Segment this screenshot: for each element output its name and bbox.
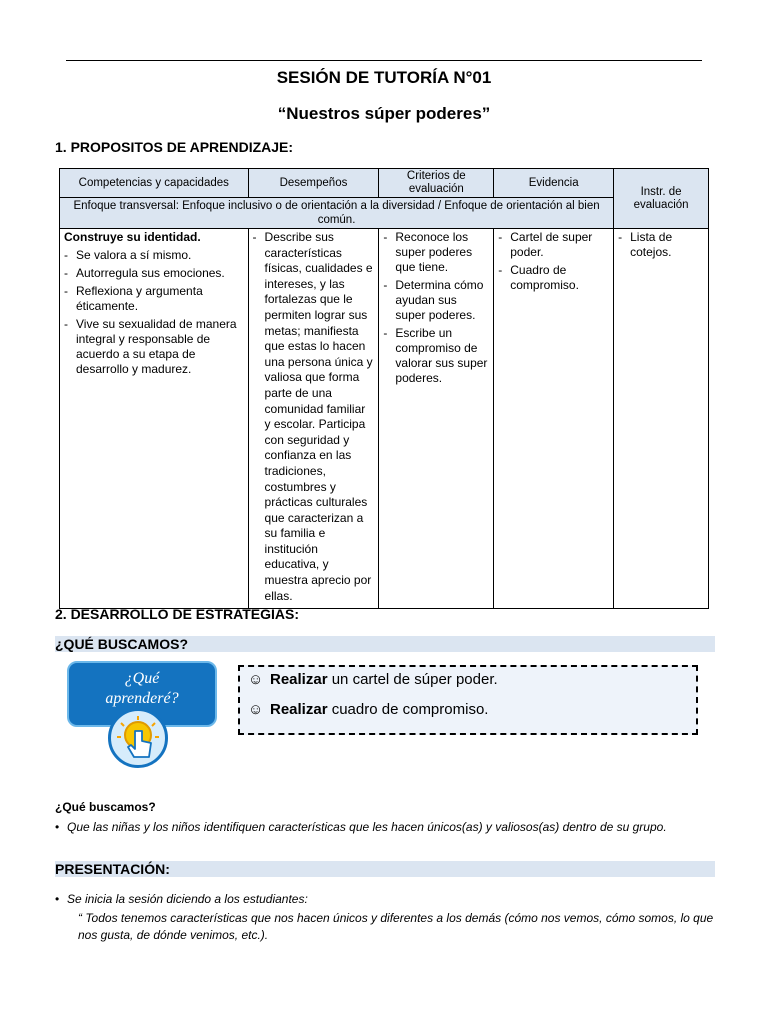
objective-verb: Realizar <box>270 671 328 688</box>
list-item: - Autorregula sus emociones. <box>64 266 244 281</box>
que-buscamos-question: ¿Qué buscamos? <box>55 800 156 814</box>
section-heading-propositos: 1. PROPOSITOS DE APRENDIZAJE: <box>55 139 294 155</box>
badge-line-1: ¿Qué <box>124 670 160 687</box>
objective-text: un cartel de súper poder. <box>327 671 498 688</box>
objective-line-1 <box>248 671 498 688</box>
propositos-table <box>59 168 709 609</box>
header-criterios: Criterios de evaluación <box>379 169 494 198</box>
page-subtitle: “Nuestros súper poderes” <box>277 104 491 123</box>
list-item: - Escribe un compromiso de valorar sus super poderes. <box>383 326 489 386</box>
competencias-cell <box>60 229 249 609</box>
list-item: - Reflexiona y argumenta éticamente. <box>64 284 244 314</box>
list-item: - Se valora a sí mismo. <box>64 248 244 263</box>
presentacion-quote-2: nos gusta, de dónde venimos, etc.). <box>78 928 269 942</box>
list-item: - Describe sus características físicas, cualidades e intereses, y las fortalezas que le permiten lograr sus metas; manifiesta que estas lo hacen una persona única y valiosa que forma parte de una comunidad familiar y escolar. Participa con seguridad y confianza en las tradiciones, costumbres y prácticas culturales que caracterizan a su familia e institución educativa, y muestra aprecio por ellas. <box>253 230 375 604</box>
instrumentos-list <box>618 230 704 260</box>
pointing-hand-icon <box>108 708 168 768</box>
bullet-icon: • <box>55 820 60 834</box>
list-item: - Cartel de super poder. <box>498 230 609 260</box>
evidencia-list <box>498 230 609 293</box>
objective-text: cuadro de compromiso. <box>327 701 489 718</box>
criterios-list <box>383 230 489 386</box>
list-item: - Vive su sexualidad de manera integral y responsable de acuerdo a su etapa de desarrollo y madurez. <box>64 317 244 377</box>
list-item: - Reconoce los super poderes que tiene. <box>383 230 489 275</box>
que-buscamos-bar: ¿QUÉ BUSCAMOS? <box>55 636 715 652</box>
presentacion-bar: PRESENTACIÓN: <box>55 861 715 877</box>
section-heading-desarrollo: 2. DESARROLLO DE ESTRATEGIAS: <box>55 606 299 622</box>
header-desempenos: Desempeños <box>248 169 379 198</box>
desempenos-cell <box>248 229 379 609</box>
header-instrumentos: Instr. de evaluación <box>614 169 709 229</box>
bullet-icon: • <box>55 892 60 906</box>
smiley-icon: ☺ <box>248 671 264 688</box>
objectives-box <box>238 665 698 735</box>
capacidades-list <box>64 248 244 377</box>
badge-line-2: aprenderé? <box>105 690 179 707</box>
bullet-text: Que las niñas y los niños identifiquen características que les hacen únicos(as) y valiosos(as) dentro de su grupo. <box>67 820 667 834</box>
objective-line-2 <box>248 701 489 718</box>
desempenos-list <box>253 230 375 604</box>
competencia-title: Construye su identidad. <box>64 230 201 244</box>
evidencia-cell <box>494 229 614 609</box>
list-item: - Determina cómo ayudan sus super poderes. <box>383 278 489 323</box>
header-competencias: Competencias y capacidades <box>60 169 249 198</box>
instrumentos-cell <box>614 229 709 609</box>
list-item: - Lista de cotejos. <box>618 230 704 260</box>
enfoque-transversal: Enfoque transversal: Enfoque inclusivo o de orientación a la diversidad / Enfoque de orientación al bien común. <box>60 198 614 229</box>
presentacion-quote-1: “ Todos tenemos características que nos hacen únicos y diferentes a los demás (cómo nos vemos, cómo somos, lo que <box>78 911 714 925</box>
bullet-text: Se inicia la sesión diciendo a los estudiantes: <box>67 892 308 906</box>
list-item: - Cuadro de compromiso. <box>498 263 609 293</box>
smiley-icon: ☺ <box>248 701 264 718</box>
criterios-cell <box>379 229 494 609</box>
top-rule <box>66 60 702 61</box>
objective-verb: Realizar <box>270 701 328 718</box>
page-title: SESIÓN DE TUTORÍA N°01 <box>276 68 492 87</box>
header-evidencia: Evidencia <box>494 169 614 198</box>
